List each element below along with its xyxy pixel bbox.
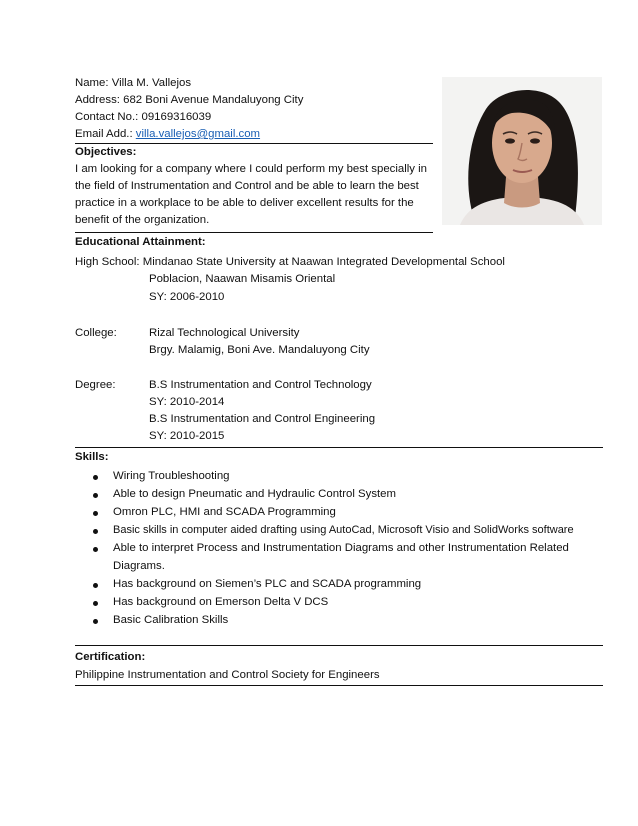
- certification-heading: Certification:: [75, 651, 146, 663]
- bullet-icon: [93, 583, 98, 588]
- degree-label: Degree:: [75, 379, 116, 391]
- high-school-name: Mindanao State University at Naawan Integrated Developmental School: [142, 256, 505, 268]
- contact-value: 09169316039: [141, 111, 212, 123]
- skill-item: Able to design Pneumatic and Hydraulic Control System: [113, 488, 397, 500]
- skill-item: Omron PLC, HMI and SCADA Programming: [113, 506, 336, 518]
- address-label: Address:: [75, 94, 120, 106]
- objectives-line: practice in a workplace to be able to deliver excellent results for the: [75, 197, 414, 209]
- skill-item: Basic skills in computer aided drafting using AutoCad, Microsoft Visio and SolidWorks software: [113, 524, 574, 536]
- bullet-icon: [93, 529, 98, 534]
- skills-heading: Skills:: [75, 451, 109, 463]
- degree-2: B.S Instrumentation and Control Engineering: [149, 413, 376, 425]
- bullet-icon: [93, 547, 98, 552]
- bullet-icon: [93, 493, 98, 498]
- objectives-heading: Objectives:: [75, 146, 137, 158]
- name-line: [75, 75, 191, 92]
- skill-item: Basic Calibration Skills: [113, 614, 229, 626]
- college-name: Rizal Technological University: [149, 327, 300, 339]
- portrait-photo-icon: [442, 77, 602, 225]
- address-value: 682 Boni Avenue Mandaluyong City: [123, 94, 304, 106]
- skill-item-continued: Diagrams.: [113, 560, 165, 572]
- college-label: College:: [75, 327, 117, 339]
- objectives-line: I am looking for a company where I could perform my best specially in: [75, 163, 427, 175]
- contact-line: [75, 109, 211, 126]
- portrait-photo: [442, 77, 602, 225]
- contact-label: Contact No.:: [75, 111, 139, 123]
- objectives-line: the field of Instrumentation and Control and be able to learn the best: [75, 180, 419, 192]
- high-school-label: High School:: [75, 256, 140, 268]
- degree-1: B.S Instrumentation and Control Technology: [149, 379, 372, 391]
- divider: [75, 232, 433, 233]
- bullet-icon: [93, 619, 98, 624]
- objectives-line: benefit of the organization.: [75, 214, 210, 226]
- email-link[interactable]: villa.vallejos@gmail.com: [135, 128, 261, 140]
- name-label: Name:: [75, 77, 109, 89]
- divider: [75, 447, 603, 448]
- certification-text: Philippine Instrumentation and Control Society for Engineers: [75, 669, 380, 681]
- skill-item: Wiring Troubleshooting: [113, 470, 230, 482]
- bullet-icon: [93, 475, 98, 480]
- high-school-address: Poblacion, Naawan Misamis Oriental: [149, 273, 336, 285]
- education-heading: Educational Attainment:: [75, 236, 206, 248]
- divider: [75, 645, 603, 646]
- skill-item: Has background on Emerson Delta V DCS: [113, 596, 329, 608]
- email-line: [75, 126, 260, 143]
- skill-item: Able to interpret Process and Instrumentation Diagrams and other Instrumentation Related: [113, 542, 569, 554]
- bullet-icon: [93, 511, 98, 516]
- degree-2-sy: SY: 2010-2015: [149, 430, 225, 442]
- high-school-sy: SY: 2006-2010: [149, 291, 225, 303]
- bullet-icon: [93, 601, 98, 606]
- skill-item: Has background on Siemen’s PLC and SCADA programming: [113, 578, 422, 590]
- name-value: Villa M. Vallejos: [111, 77, 192, 89]
- high-school-line: [75, 254, 505, 271]
- degree-1-sy: SY: 2010-2014: [149, 396, 225, 408]
- address-line: [75, 92, 303, 109]
- email-label: Email Add.:: [75, 128, 133, 140]
- divider: [75, 685, 603, 686]
- college-address: Brgy. Malamig, Boni Ave. Mandaluyong City: [149, 344, 370, 356]
